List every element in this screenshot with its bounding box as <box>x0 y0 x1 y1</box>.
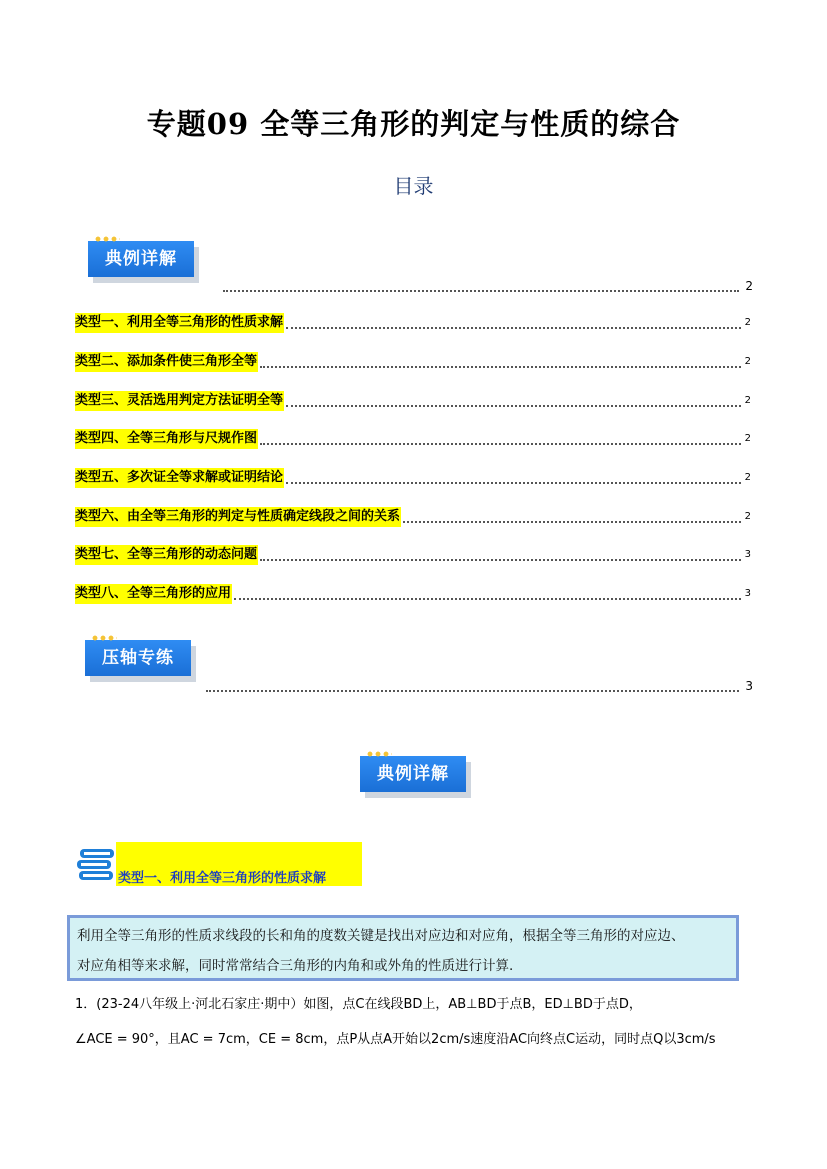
badge-practice[interactable]: 压轴专练 <box>85 640 191 676</box>
dots-icon <box>366 751 392 757</box>
toc-item[interactable]: 类型六、由全等三角形的判定与性质确定线段之间的关系 2 <box>75 507 751 527</box>
books-icon <box>76 844 118 884</box>
toc-item[interactable]: 类型五、多次证全等求解或证明结论 2 <box>75 468 751 488</box>
toc-leader-examples[interactable]: 2 <box>223 277 753 295</box>
toc-item[interactable]: 类型二、添加条件使三角形全等 2 <box>75 352 751 372</box>
toc-item[interactable]: 类型七、全等三角形的动态问题 3 <box>75 545 751 565</box>
toc-item[interactable]: 类型四、全等三角形与尺规作图 2 <box>75 429 751 449</box>
badge-examples-center: 典例详解 <box>360 756 466 792</box>
toc-item[interactable]: 类型八、全等三角形的应用 3 <box>75 584 751 604</box>
badge-examples[interactable]: 典例详解 <box>88 241 194 277</box>
toc-item[interactable]: 类型三、灵活选用判定方法证明全等 2 <box>75 391 751 411</box>
page-title: 专题09 全等三角形的判定与性质的综合 <box>146 107 681 141</box>
dots-icon <box>94 236 120 242</box>
dots-icon <box>91 635 117 641</box>
problem-line: ∠ACE = 90°，且AC = 7cm，CE = 8cm，点P从点A开始以2cm/s速度沿AC向终点C运动，同时点Q以3cm/s <box>75 1032 716 1047</box>
toc-item[interactable]: 类型一、利用全等三角形的性质求解 2 <box>75 313 751 333</box>
toc-leader-practice[interactable]: 3 <box>206 677 753 695</box>
section-heading: 类型一、利用全等三角形的性质求解 <box>76 842 376 886</box>
tip-box: 利用全等三角形的性质求线段的长和角的度数关键是找出对应边和对应角，根据全等三角形的对应边、 对应角相等来求解，同时常常结合三角形的内角和或外角的性质进行计算. <box>67 915 739 981</box>
problem-line: 1．(23-24八年级上·河北石家庄·期中）如图，点C在线段BD上，AB⊥BD于点B，ED⊥BD于点D， <box>75 997 642 1012</box>
toc-heading: 目录 <box>393 174 434 198</box>
